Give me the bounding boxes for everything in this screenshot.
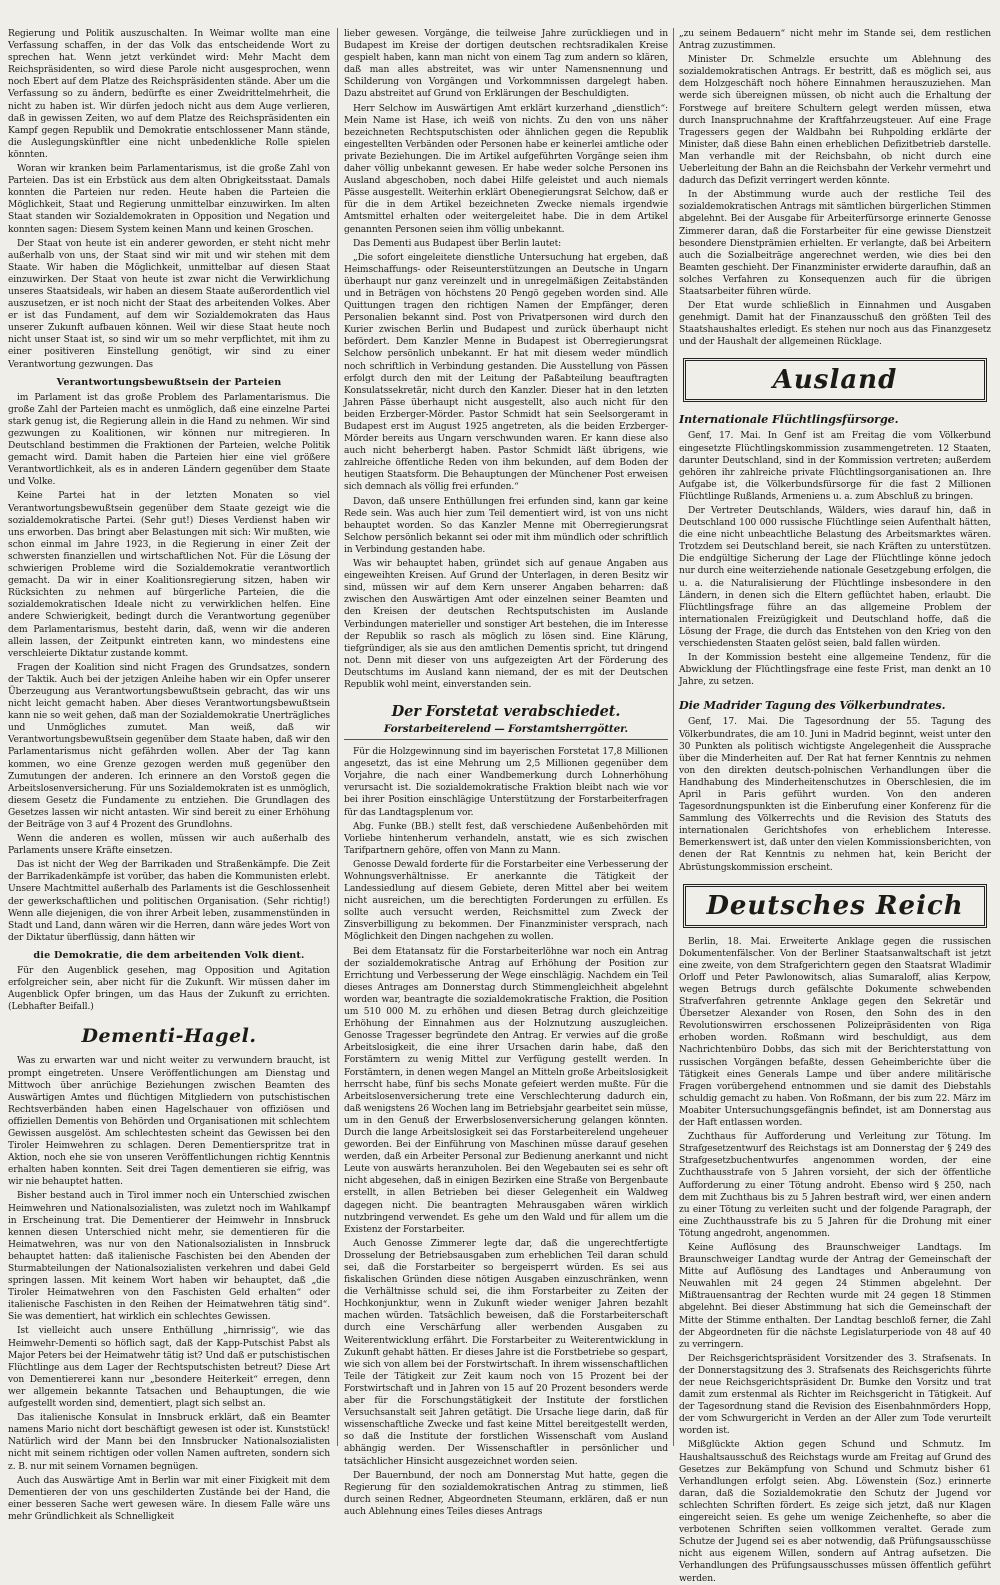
- paragraph: lieber gewesen. Vorgänge, die teilweise Jahre zurückliegen und in Budapest im Kreise der dortigen deutschen rechtsradikalen Kreise gespielt haben, kann man nicht von einem Tag zum andern so klären, daß man alles abstreitet, was wir unter Namensnennung und Schilderung von Vorgängen und Vorkommnissen dargelegt haben. Dazu abstreitet auf Grund von Erklärungen der Beschuldigten.: [344, 29, 668, 100]
- subheading: Verantwortungsbewußtsein der Parteien: [56, 376, 282, 388]
- paragraph: Das Dementi aus Budapest über Berlin lautet:: [353, 238, 562, 249]
- paragraph: Berlin, 18. Mai. Erweiterte Anklage gegen die russischen Dokumentenfälscher. Von der Berliner Staatsanwaltschaft ist jetzt eine zweite, von dem Strafgerichtern gegen den Staatsrat Wladimir Orloff und Peter Pawlonowitsch, alias Sumaraloff, alias Kerpow, wegen Betrugs durch gefälschte Dokumente schwebenden Strafverfahren getrennte Anklage gegen den Sekretär und Übersetzer Alexander von Rosen, den Sohn des in den Revolutionswirren erschossenen Polizeipräsidenten von Riga erhoben worden. Roßmann wird beschuldigt, aus dem Nachrichtenbüro Dobbs, das sich mit der Berichterstattung von russischen Vorgängen befaßte, dessen Geheimberichte über die Tätigkeit eines Generals Lampe und über andere militärische Fragen vorübergehend entnommen und sie damit des Diebstahls schuldig gemacht zu haben. Von Roßmann, der bis zum 22. März im Moabiter Untersuchungsgefängnis befindet, ist am Donnerstag aus der Haft entlassen worden.: [679, 936, 991, 1129]
- paragraph: Das italienische Konsulat in Innsbruck erklärt, daß ein Beamter namens Mario nicht dort beschäftigt gewesen ist oder ist. Kunststück! Natürlich wird der Mann bei den Innsbrucker Nationalsozialisten nicht mit seinem richtigen oder vollen Namen auftreten, sondern sich z. B. nur mit seinem Vornamen begnügen.: [8, 1413, 330, 1472]
- column-rule: [673, 28, 674, 1446]
- paragraph: Keine Auflösung des Braunschweiger Landtags. Im Braunschweiger Landtag wurde der Antrag der Gemeinschaft der Mitte auf Auflösung des Landtages und Anberaumung von Neuwahlen mit 24 gegen 24 Stimmen abgelehnt. Der Mißtrauensantrag der Rechten wurde mit 24 gegen 18 Stimmen abgelehnt. Bei dieser Abstimmung hat sich die Gemeinschaft der Mitte der Stimme enthalten. Der Landtag beschloß ferner, die Zahl der Abgeordneten für die nächste Legislaturperiode von 48 auf 40 zu verringern.: [679, 1242, 991, 1350]
- section-box-deutsches-reich: Deutsches Reich: [683, 884, 987, 928]
- paragraph: Davon, daß unsere Enthüllungen frei erfunden sind, kann gar keine Rede sein. Was auch hier zum Teil dementiert wird, ist von uns nicht behauptet worden. So das Kanzler Menne mit Oberregierungsrat Selchow persönlich bekannt sei oder mit ihm mündlich oder schriftlich in Verbindung gestanden habe.: [344, 496, 668, 555]
- column-rule: [337, 28, 338, 1446]
- paragraph: Abg. Funke (BB.) stellt fest, daß verschiedene Außenbehörden mit Vorliebe hintenherum verhandeln, anstatt, wie es sich zwischen Tarifpartnern gehöre, offen von Mann zu Mann.: [344, 821, 668, 856]
- section-box-ausland: Ausland: [683, 358, 987, 402]
- paragraph: Der Etat wurde schließlich in Einnahmen und Ausgaben genehmigt. Damit hat der Finanzausschuß den größten Teil des Staatshaushaltes erledigt. Es stehen nur noch aus das Finanzgesetz und der Haushalt der allgemeinen Rücklage.: [679, 301, 991, 348]
- paragraph: Keine Partei hat in der letzten Monaten so viel Verantwortungsbewußtsein gegenüber dem Staate gezeigt wie die sozialdemokratische Partei. (Sehr gut!) Dieses Verdienst haben wir uns erworben. Das bringt aber Belastungen mit sich: Wir mußten, wie schon einmal im Jahre 1923, in die Regierung in einer Zeit der schwersten finanziellen und wirtschaftlichen Not. Für die Lösung der schwierigen Probleme wird die Sozialdemokratie verantwortlich gemacht. Da wir in einer Koalitionsregierung sitzen, haben wir Rücksichten zu nehmen auf bürgerliche Parteien, die die sozialdemokratischen Ideale nicht zu verwirklichen helfen. Eine andere Schwierigkeit, bedingt durch die Verantwortung gegenüber dem Parlamentarismus, besteht darin, daß, wenn wir die anderen allein lassen, der Zeitpunkt eintreten kann, wo mindestens eine verschleierte Diktatur zustande kommt.: [8, 491, 330, 659]
- paragraph: In der Kommission besteht eine allgemeine Tendenz, für die Abwicklung der Flüchtlingsfrage eine feste Frist, man denkt an 10 Jahre, zu setzen.: [679, 653, 991, 688]
- paragraph: Für den Augenblick gesehen, mag Opposition und Agitation erfolgreicher sein, aber nicht für die Zukunft. Wir müssen daher im Augenblick Opfer bringen, um das Haus der Zukunft zu errichten. (Lebhafter Beifall.): [8, 966, 330, 1013]
- paragraph: „zu seinem Bedauern“ nicht mehr im Stande sei, dem restlichen Antrag zuzustimmen.: [679, 29, 991, 52]
- article-headline: Der Forstetat verabschiedet.: [391, 703, 621, 721]
- paragraph: Fragen der Koalition sind nicht Fragen des Grundsatzes, sondern der Taktik. Auch bei der jetzigen Anleihe haben wir ein Opfer unserer Überzeugung aus Verantwortungsbewußtsein gebracht, das wir uns nicht leicht gemacht haben. Aber dieses Verantwortungsbewußtsein kann nie so weit gehen, daß man der Sozialdemokratie Unerträgliches und Unmögliches zumutet. Man weiß, daß wir Verantwortungsbewußtsein gegenüber dem Staate haben, daß wir den Parlamentarismus nicht gefährden wollen. Aber der Tag kann kommen, wo eine Grenze gezogen werden muß gegenüber den Zumutungen der anderen. Ich erinnere an den Vorstoß gegen die Arbeitslosenversicherung. Für uns Sozialdemokraten ist es unmöglich, diesem Gesetz die Fundamente zu entziehen. Die Grundlagen des Gesetzes lassen wir nicht antasten. Wir sind bereit zu einer Erhöhung der Beiträge von 3 auf 4 Prozent des Grundlohns.: [8, 662, 330, 830]
- paragraph: Zuchthaus für Aufforderung und Verleitung zur Tötung. Im Strafgesetzentwurf des Reichstags ist am Donnerstag der § 249 des Strafgesetzbuchentwurfes angenommen worden, der eine Zuchthausstrafe von 5 Jahren vorsieht, der sich der öffentliche Aufforderung zu einer Tötung androht. Ebenso wird § 250, nach dem mit Zuchthaus bis zu 5 Jahren bestraft wird, wer einen andern zu einer Tötung zu verleiten sucht und der folgende Paragraph, der eine Zuchthausstrafe bis zu 5 Jahren für die Drohung mit einer Tötung angedroht, angenommen.: [679, 1132, 991, 1239]
- paragraph: Das ist nicht der Weg der Barrikaden und Straßenkämpfe. Die Zeit der Barrikadenkämpfe ist vorüber, das haben die Kommunisten erlebt. Unsere Machtmittel außerhalb des Parlaments ist die Geschlossenheit der gewerkschaftlichen und politischen Organisation. (Sehr richtig!) Wenn alle diejenigen, die von ihrer Arbeit leben, zusammenstünden in Stadt und Land, dann wären wir die Herren, dann wäre jedes Wort von der Diktatur überflüssig, dann hätten wir: [8, 860, 331, 943]
- column-3: [679, 28, 991, 1584]
- paragraph: Bei dem Etatansatz für die Forstarbeiterlöhne war noch ein Antrag der sozialdemokratische Antrag auf Erhöhung der Position zur Errichtung und Verbesserung der Wege einschlägig. Nachdem ein Teil dieses Antrages am Donnerstag durch Stimmengleichheit abgelehnt worden war, beantragte die sozialdemokratische Fraktion, die Position um 510 000 M. zu erhöhen und diesen Betrag durch gleichzeitige Erhöhung der Einnahmen aus der Holznutzung auszugleichen. Genosse Tragesser begründete den Antrag. Er verwies auf die große Arbeitslosigkeit, die eine ihrer Ursachen darin habe, daß den Forstämtern zu wenig Mittel zur Verfügung gestellt werden. In Forstämtern, in denen wegen Mangel an Mitteln große Arbeitslosigkeit herrscht habe, fünf bis sechs Monate gefeiert werden mußte. Für die Arbeitslosenversicherung trete eine Verschlechterung dadurch ein, daß wenigstens 26 Wochen lang im Betriebsjahr gearbeitet sein müsse, um in den Genuß der Erwerbslosenversicherung gelangen könnten. Durch die lange Arbeitslosigkeit sei das Forstarbeiterelend ungeheuer geworden. Bei der Einführung von Maschinen müsse darauf gesehen werden, daß ein Arbeiter Personal zur Bedienung anerkannt und nicht Leute von auswärts heranzuholen. Bei den Wegebauten sei es sehr oft nicht abgesehen, daß in einigen Bezirken eine Straße von Bergenbaute erstellt, in allen Betrieben bei dieser Gelegenheit ein Waldweg dagegen nicht. Die beantragten Mehrausgaben wären wirklich nutzbringend verwendet. Es gehe um den Wald und für allem um die Existenz der Forstarbeiter.: [344, 946, 668, 1235]
- paragraph: Auch das Auswärtige Amt in Berlin war mit einer Fixigkeit mit dem Dementieren der von uns geschilderten Zustände bei der Hand, die einer besseren Sache wert gewesen wäre. In diesem Falle wäre uns mehr Gründlichkeit als Schnelligkeit: [8, 1475, 330, 1522]
- paragraph: Der Staat von heute ist ein anderer geworden, er steht nicht mehr außerhalb von uns, der Staat sind wir mit und wir stehen mit dem Staate. Wir haben die Möglichkeit, unmittelbar auf diesen Staat einzuwirken. Der Staat von heute ist zwar nicht die Verwirklichung unseres Staatsideals, wir haben an diesem Staate außerordentlich viel auszusetzen, er ist noch nicht der Staat des arbeitenden Volkes. Aber er ist das Fundament, auf dem wir Sozialdemokraten das Haus unserer Zukunft aufbauen können. Weil wir diese Staat heute noch nicht unser Staat ist, so sind wir um so mehr verpflichtet, mit ihm zu einer positiveren Einstellung genötigt, wir sind zu einer Verantwortung gezwungen. Das: [8, 238, 330, 370]
- paragraph: Bisher bestand auch in Tirol immer noch ein Unterschied zwischen Heimwehren und Nationalsozialisten, was zuletzt noch im Wahlkampf in Erscheinung trat. Die Dementierer der Heimwehr in Innsbruck kennen diesen Unterschied nicht mehr, sie dementieren für die Heimatwehren, was nur von den Nationalsozialisten in Innsbruck behauptet hatten: daß italienische Faschisten bei den Abenden der Sturmabteilungen der Nationalsozialisten verkehren und dabei Geld springen lassen. Mit keinem Wort haben wir behauptet, daß „die Tiroler Heimatwehren von den Faschisten Geld erhalten“ oder italienische Faschisten in den Reihen der Heimatwehren tätig sind“. Sie was dementiert, hat wirklich ein schlechtes Gewissen.: [8, 1191, 330, 1323]
- paragraph: Der Bauernbund, der noch am Donnerstag Mut hatte, gegen die Regierung für den sozialdemokratischen Antrag zu stimmen, ließ durch seinen Redner, Abgeordneten Steumann, erklären, daß er nun auch Ablehnung eines Teiles dieses Antrags: [344, 1470, 668, 1517]
- article-headline: Die Madrider Tagung des Völkerbundrates.: [679, 698, 946, 713]
- paragraph: im Parlament ist das große Problem des Parlamentarismus. Die große Zahl der Parteien macht es unmöglich, daß eine einzelne Partei stark genug ist, die Regierung allein in die Hand zu nehmen. Wir sind gezwungen zu Koalitionen, wir können nur mitregieren. In Deutschland bestimmen die Fraktionen der Parteien, welche Politik gemacht wird. Damit haben die Parteien hier eine viel größere Verantwortlichkeit, als es in anderen Ländern gegenüber dem Staate und Volke.: [8, 392, 330, 488]
- paragraph: „Die sofort eingeleitete dienstliche Untersuchung hat ergeben, daß Heimschaffungs- oder Reiseunterstützungen an Deutsche in Ungarn überhaupt nur ganz vereinzelt und in unregelmäßigen Zeitabständen und in Beträgen von höchstens 20 Pengö gegeben worden sind. Alle Quittungen tragen den richtigen Namen der Empfänger, deren Personalien bekannt sind. Post von Privatpersonen wird durch den Kurier zwischen Berlin und Budapest und zurück überhaupt nicht befördert. Dem Kanzler Menne in Budapest ist Oberregierungsrat Selchow persönlich unbekannt. Er hat mit diesem weder mündlich noch schriftlich in Verbindung gestanden. Die Ausstellung von Pässen erfolgt durch den mit der Leitung der Paßabteilung beauftragten Konsulatssekretär, nicht durch den Kanzler. Dieser hat in den letzten Jahren Pässe überhaupt nicht ausgestellt, also auch nicht für den beiden Erzberger-Mörder. Pastor Schmidt hat sein Seelsorgeramt in Budapest erst im August 1925 angetreten, als die beiden Erzberger-Mörder bereits aus Ungarn verschwunden waren. Er kann diese also auch nicht beherbergt haben. Pastor Schmidt läßt übrigens, wie zahlreiche öffentliche Reden von ihm bekunden, auf dem Boden der heutigen Staatsform. Die Behauptungen der Münchener Post erweisen sich demnach als völlig frei erfunden.“: [344, 252, 668, 493]
- column-2: [344, 28, 668, 1517]
- paragraph: Wenn die anderen es wollen, müssen wir auch außerhalb des Parlaments unsere Kräfte einsetzen.: [8, 834, 330, 857]
- paragraph: In der Abstimmung wurde auch der restliche Teil des sozialdemokratischen Antrags mit sämtlichen bürgerlichen Stimmen abgelehnt. Bei der Ausgabe für Arbeiterfürsorge erinnerte Genosse Zimmerer daran, daß die Forstarbeiter für eine gewisse Dienstzeit besondere Dienstprämien erhielten. Er verlangte, daß bei Arbeitern auch die Sozialbeiträge angerechnet werden, wie dies bei den Beamten geschieht. Der Finanzminister erwiderte daraufhin, daß an solches Verfahren zu Konsequenzen auch für die übrigen Staatsarbeiter führen würde.: [679, 190, 991, 297]
- paragraph: Der Reichsgerichtspräsident Vorsitzender des 3. Strafsenats. In der Donnerstagsitzung des 3. Strafsenats des Reichsgerichts führte der neue Reichsgerichtspräsident Dr. Bumke den Vorsitz und trat damit zum erstenmal als Richter im Reichsgericht in Tätigkeit. Auf der Tagesordnung stand die Revision des Eisenbahnmörders Hopp, der vom Schwurgericht in Verden an der Aller zum Tode verurteilt worden ist.: [679, 1353, 991, 1437]
- paragraph: Minister Dr. Schmelzle ersuchte um Ablehnung des sozialdemokratischen Antrags. Er bestritt, daß es möglich sei, aus dem Holzgeschäft noch höhere Einnahmen herauszuziehen. Man werde sich übereignen müssen, ob nicht auch die Erhaltung der Forstwege auf breitere Schultern gelegt werden müssen, etwa durch Inanspruchnahme der Kraftfahrzeugsteuer. Auf eine Frage Tragessers gegen der Waldbahn bei Ruhpolding erklärte der Minister, daß diese Bahn einen erheblichen Defizitbetrieb darstelle. Man verhandle mit der Reichsbahn, ob nicht durch eine Ueberleitung der Bahn an die Reichsbahn der Verkehr vermehrt und dadurch das Defizit verringert werden könnte.: [679, 55, 991, 187]
- paragraph: Genf, 17. Mai. Die Tagesordnung der 55. Tagung des Völkerbundrates, die am 10. Juni in Madrid beginnt, weist unter den 30 Punkten als politisch wichtigste Angelegenheit die Aussprache über die Minderheiten auf. Der Rat hat ferner Kenntnis zu nehmen von den direkten deutsch-polnischen Verhandlungen über die Handhabung des Minderheitenschutzes in Oberschlesien, die im April in Paris geführt wurden. Von den anderen Tagesordnungspunkten ist die Einberufung einer Konferenz für die Sammlung des Völkerrechts und die Revision des Statuts des internationalen Gerichtshofes von erheblichem Interesse. Bemerkenswert ist, daß unter den vielen Kommissionsberichten, von denen der Rat Kenntnis zu nehmen hat, kein Bericht der Abrüstungskommission erscheint.: [679, 717, 991, 873]
- paragraph: Woran wir kranken beim Parlamentarismus, ist die große Zahl von Parteien. Das ist ein Erbstück aus dem alten Obrigkeitsstaat. Damals konnten die Parteien nur reden. Heute haben die Parteien die Möglichkeit, Staat und Regierung unmittelbar einzuwirken. Im alten Staat standen wir Sozialdemokraten in Opposition und Negation und konnten sagen: Diesem System keinen Mann und keinen Groschen.: [8, 164, 330, 235]
- paragraph: Was wir behauptet haben, gründet sich auf genaue Angaben aus eingeweihten Kreisen. Auf Grund der Unterlagen, in deren Besitz wir sind, müssen wir auf dem Kern unserer Angaben beharren: daß zwischen den Auswärtigen Amt oder einzelnen seiner Beamten und den Kreisen der deutschen Rechtsputschisten im Auslande Verbindungen materieller und sonstiger Art bestehen, die im Interesse der Republik so rasch als möglich zu lösen sind. Eine Klärung, tiefgründiger, als sie aus den amtlichen Dementis spricht, tut dringend not. Denn mit dieser von uns aufgezeigten Art der Förderung des Deutschtums im Ausland kann niemand, der es mit der Deutschen Republik wohl meint, einverstanden sein.: [344, 559, 668, 690]
- paragraph: Der Vertreter Deutschlands, Wälders, wies darauf hin, daß in Deutschland 100 000 russische Flüchtlinge seien Aufenthalt hätten, die eine nicht unbeachtliche Belastung des Arbeitsmarktes wären. Trotzdem sei Deutschland bereit, sie nach Kräften zu unterstützen. Die endgültige Sicherung der Lage der Flüchtlinge könne jedoch nur durch eine weiterziehende nationale Gesetzgebung erfolgen, die u. a. die Naturalisierung der Flüchtlinge insbesondere in den Ländern, in denen sich die Eltern geflüchtet haben, erlaubt. Die Flüchtlingsfrage führe an das allgemeine Problem der internationalen Freizügigkeit und Deutschland hoffe, daß die Lösung der Frage, die durch das Entstehen von den Krieg von den verschiedensten Staaten gelöst seien, bald fallen würden.: [679, 506, 991, 650]
- article-headline: Internationale Flüchtlingsfürsorge.: [679, 412, 899, 427]
- paragraph: Mißglückte Aktion gegen Schund und Schmutz. Im Haushaltsausschuß des Reichstags wurde am Freitag auf Grund des Gesetzes zur Bekämpfung von Schund und Schmutz bisher 61 Verhandlungen erfolgt seien. Abg. Löwenstein (Soz.) erinnerte daran, daß die Sozialdemokratie den Schutz der Jugend vor schlechten Schriften fördert. Es zeige sich jetzt, daß nur Klagen eingereicht seien. Es gehe um wenige Zeichenhefte, so aber die verbotenen Schriften seien vollkommen veraltet. Gerade zum Schutze der Jugend sei es aber notwendig, daß Prüfungsausschüsse nicht aus eigenem Willen, sondern auf Antrag aufsetzen. Die Verhandlungen des Prüfungsausschusses müssen öffentlich geführt werden.: [679, 1440, 991, 1584]
- column-1: [8, 28, 331, 1522]
- paragraph: Herr Selchow im Auswärtigen Amt erklärt kurzerhand „dienstlich“: Mein Name ist Hase, ich weiß von nichts. Zu den von uns näher bezeichneten Rechtsputschisten oder ähnlichen gegen die Republik eingestellten Verbänden oder Personen habe er keinerlei amtliche oder private Beziehungen. Die im Artikel aufgeführten Vorgänge seien ihm daher völlig unbekannt gewesen. Er habe weder solche Personen ins Ausland abgeschoben, noch dabei Hilfe geleistet und auch niemals Pässe ausgestellt. Weiterhin erklärt Obenegierungsrat Selchow, daß er für die in dem Artikel bezeichneten Zwecke niemals irgendwie Amtsmittel erhalten oder weitergeleitet habe. Die in dem Artikel genannten Personen seien ihm völlig unbekannt.: [344, 103, 668, 235]
- subheading: die Demokratie, die dem arbeitenden Volk dient.: [33, 949, 305, 961]
- paragraph: Ist vielleicht auch unsere Enthüllung „hirnrissig“, wie das Heimwehr-Dementi so höflich sagt, daß der Kapp-Putschist Pabst als Major Peters bei der Heimatwehr tätig ist? Und daß er putschistischen Flüchtlinge aus dem Lager der Rechtsputschisten betreut? Diese Art von Dementiererei kann nur „besondere Heiterkeit“ erregen, denn wer allgemein bekannte Tatsachen und Behauptungen, die wie aufgestellt worden sind, dementiert, plagt sich selbst an.: [8, 1326, 330, 1410]
- article-headline: Dementi-Hagel.: [81, 1025, 257, 1048]
- paragraph: Auch Genosse Zimmerer legte dar, daß die ungerechtfertigte Drosselung der Betriebsausgaben zum erheblichen Teil daran schuld sei, daß die Forstarbeiter so bergeisperrt würden. Es sei aus fiskalischen Gründen diese nötigen Ausgaben einzuschränken, wenn die Verhältnisse schuld sei, die ihm Forstarbeiter zu Zeiten der Hochkonjunktur, wenn in Zukunft wieder weniger Jahren bezahlt machen würden. Tatsächlich beweisen, daß die Forstarbeiterschaft durch eine Verschärfung aller werbenden Ausgaben zu Weiterentwicklung erfährt. Die Forstarbeiter zu Weiterentwicklung in Zukunft gehabt hätten. Er dieses Jahre ist die Forstbetriebe so gespart, wie sich von allem bei der Forstwirtschaft. In ihrem wissenschaftlichen Teile der Tätigkeit zur Zeit kaum noch von 15 Prozent bei der Forstwirtschaft und in Jahren von 15 auf 20 Prozent besonders werde aber für die Forschungstätigkeit der Institute der forstlichen Versuchsanstalt seit Jahren getätigt. Die Ursache liege darin, daß für wissenschaftliche Zwecke und fast keine Mittel bereitgestellt werden, so daß die Institute der forstlichen Wissenschaft vom Ausland abhängig werden. Der Wissenschaftler in persönlicher und tatsächlicher Hinsicht ausgezeichnet worden seien.: [344, 1238, 668, 1467]
- paragraph: Was zu erwarten war und nicht weiter zu verwundern braucht, ist prompt eingetreten. Unsere Veröffentlichungen am Dienstag und Mittwoch über anrüchige Beziehungen zwischen Beamten des Auswärtigen Amtes und flüchtigen Mitgliedern von putschistischen Rechtsverbänden haben einen Hagelschauer von offiziösen und offiziellen Dementis von Behörden und Organisationen mit schlechtem Gewissen ausgelöst. Am schlechtesten scheint das Gewissen bei den Tiroler Heimwehren zu schlagen. Deren Dementierspritze trat in Aktion, noch ehe sie von unseren Veröffentlichungen richtig Kenntnis erhalten haben konnten. Seit drei Tagen dementieren sie eifrig, was wir nie behauptet hatten.: [8, 1056, 330, 1188]
- paragraph: Regierung und Politik auszuschalten. In Weimar wollte man eine Verfassung schaffen, in der das Volk das entscheidende Wort zu sprechen hat. Wenn jetzt verkündet wird: Mehr Macht dem Reichspräsidenten, so wird diese Parole nicht ausgesprochen, wenn noch Ebert auf dem Platze des Reichspräsidenten stände. Aber um die Verfassung so zu ändern, bedürfte es einer Zweidrittelmehrheit, die nicht zu haben ist. Wir dürfen jedoch nicht aus dem Auge verlieren, daß in gewissen Zeiten, wo auf dem Platze des Reichspräsidenten ein Kampf gegen Republik und Demokratie entschlossener Mann stände, die Auslegungskünftler eine nicht unbedenkliche Rolle spielen könnten.: [8, 29, 330, 160]
- paragraph: Genf, 17. Mai. In Genf ist am Freitag die vom Völkerbund eingesetzte Flüchtlingskommission zusammengetreten. 12 Staaten, darunter Deutschland, sind in der Kommission vertreten; außerdem gehören ihr zahlreiche private Flüchtlingsorganisationen an. Ihre Aufgabe ist, die Völkerbundsfürsorge für die fast 2 Millionen Flüchtlinge Rußlands, Armeniens u. a. zum Abschluß zu bringen.: [679, 431, 991, 502]
- paragraph: Genosse Dewald forderte für die Forstarbeiter eine Verbesserung der Wohnungsverhältnisse. Er anerkannte die Tätigkeit der Landessiedlung auf diesem Gebiete, deren Mittel aber bei weitem nicht ausreichen, um die berechtigten Forderungen zu erfüllen. Es sollte auch versucht werden, Reichsmittel zum Zweck der Zinsverbilligung zu bekommen. Der Finanzminister versprach, nach Möglichkeit den Dingen nachgehen zu wollen.: [344, 859, 668, 943]
- paragraph: Für die Holzgewinnung sind im bayerischen Forstetat 17,8 Millionen angesetzt, das ist eine Mehrung um 2,5 Millionen gegenüber dem Vorjahre, die nach einer Wandbemerkung durch Lohnerhöhung verursacht ist. Die sozialdemokratische Fraktion bleibt nach wie vor bei ihrer Position einschlägige Unterstützung der Forstarbeiterfragen für das Landtagsplenum vor.: [344, 747, 668, 818]
- article-subheadline: Forstarbeiterelend — Forstamtsherrgötter.: [344, 722, 668, 740]
